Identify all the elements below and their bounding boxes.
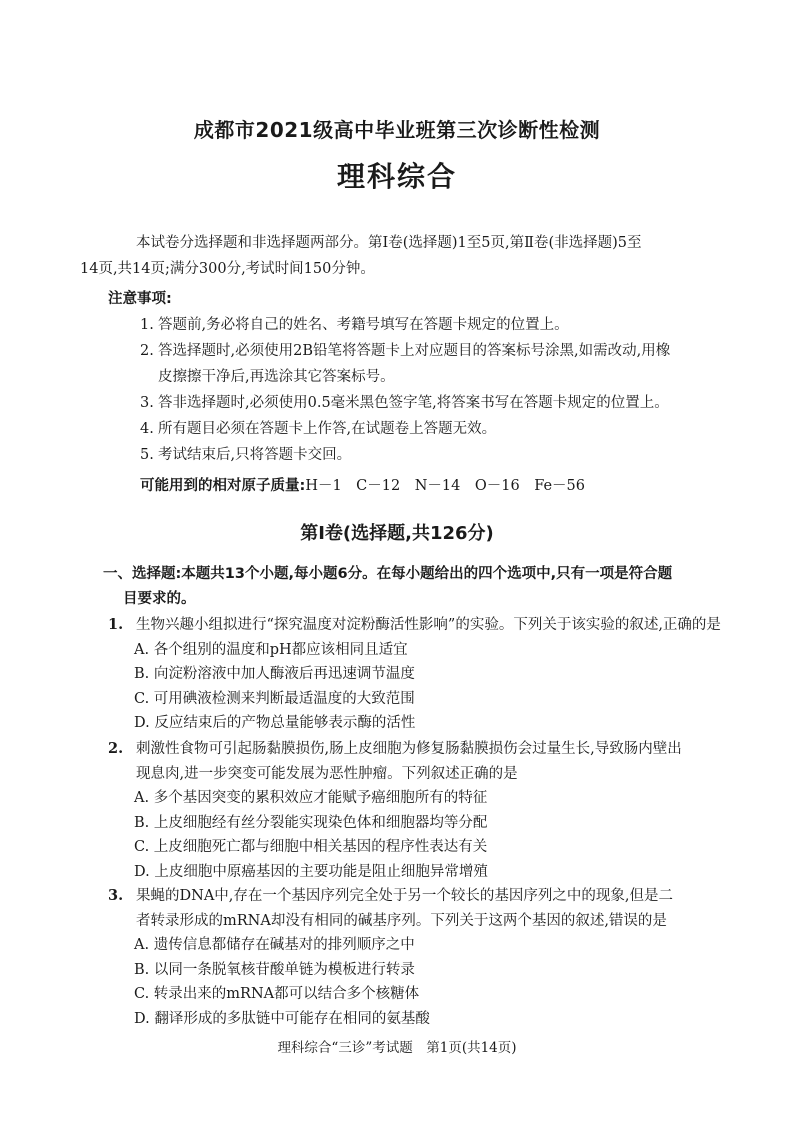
question-3 [108, 884, 768, 1031]
notice-heading: 注意事项: [108, 291, 172, 307]
section-title: 第Ⅰ卷(选择题,共126分) [300, 523, 494, 544]
notice-item-text: 答选择题时,必须使用2B铅笔将答题卡上对应题目的答案标号涂黑,如需改动,用橡 [158, 343, 671, 359]
notice-item-continuation: 皮擦擦干净后,再选涂其它答案标号。 [158, 369, 395, 385]
question-stem-continuation: 现息肉,进一步突变可能发展为恶性肿瘤。下列叙述正确的是 [136, 765, 518, 782]
notice-item-number: 4. [140, 421, 154, 437]
atomic-mass-line [140, 474, 585, 495]
atomic-mass-values: H－1 C－12 N－14 O－16 Fe－56 [305, 478, 586, 494]
option-b: B. 上皮细胞经有丝分裂能实现染色体和细胞器均等分配 [134, 814, 488, 831]
part-line-2: 目要求的。 [123, 591, 196, 607]
option-a: A. 遗传信息都储存在碱基对的排列顺序之中 [134, 937, 415, 953]
intro-line-2: 14页,共14页;满分300分,考试时间150分钟。 [80, 261, 375, 277]
option-d: D. 翻译形成的多肽链中可能存在相同的氨基酸 [134, 1010, 430, 1027]
notice-item-number: 1. [140, 317, 154, 333]
intro-paragraph [80, 230, 758, 282]
notice-item-text: 答题前,务必将自己的姓名、考籍号填写在答题卡规定的位置上。 [158, 317, 569, 333]
part-instructions [103, 562, 763, 612]
question-stem-continuation: 者转录形成的mRNA却没有相同的碱基序列。下列关于这两个基因的叙述,错误的是 [136, 912, 667, 929]
intro-line-1: 本试卷分选择题和非选择题两部分。第Ⅰ卷(选择题)1至5页,第Ⅱ卷(非选择题)5至 [136, 235, 642, 251]
notice-item-number: 2. [140, 343, 154, 359]
option-d: D. 上皮细胞中原癌基因的主要功能是阻止细胞异常增殖 [134, 863, 488, 880]
subject-title: 理科综合 [336, 160, 457, 193]
notice-item-number: 5. [140, 447, 154, 463]
part-line-1: 一、选择题:本题共13个小题,每小题6分。在每小题给出的四个选项中,只有一项是符合题 [103, 566, 673, 582]
question-number: 1. [108, 616, 124, 633]
question-stem: 生物兴趣小组拟进行“探究温度对淀粉酶活性影响”的实验。下列关于该实验的叙述,正确的是 [136, 617, 721, 633]
notice-item-text: 答非选择题时,必须使用0.5毫米黑色签字笔,将答案书写在答题卡规定的位置上。 [158, 395, 669, 411]
notice-item [140, 338, 760, 390]
option-c: C. 转录出来的mRNA都可以结合多个核糖体 [134, 986, 420, 1002]
notice-item-number: 3. [140, 395, 154, 411]
question-2 [108, 737, 768, 884]
question-stem: 刺激性食物可引起肠黏膜损伤,肠上皮细胞为修复肠黏膜损伤会过量生长,导致肠内壁出 [136, 741, 682, 757]
option-a: A. 多个基因突变的累积效应才能赋予癌细胞所有的特征 [134, 790, 488, 806]
option-c: C. 可用碘液检测来判断最适温度的大致范围 [134, 690, 415, 707]
question-stem: 果蝇的DNA中,存在一个基因序列完全处于另一个较长的基因序列之中的现象,但是二 [136, 888, 673, 904]
option-d: D. 反应结束后的产物总量能够表示酶的活性 [134, 715, 416, 731]
notice-item [140, 390, 760, 416]
notice-item [140, 416, 760, 442]
option-c: C. 上皮细胞死亡都与细胞中相关基因的程序性表达有关 [134, 839, 488, 855]
question-1 [108, 613, 768, 736]
option-b: B. 向淀粉溶液中加人酶液后再迅速调节温度 [134, 666, 415, 682]
atomic-mass-label: 可能用到的相对原子质量: [140, 478, 306, 494]
notice-item [140, 442, 760, 468]
option-a: A. 各个组别的温度和pH都应该相同且适宜 [134, 641, 408, 658]
notice-item-text: 考试结束后,只将答题卡交回。 [158, 447, 352, 463]
question-number: 3. [108, 887, 124, 904]
page-footer: 理科综合“三诊”考试题 第1页(共14页) [277, 1040, 517, 1056]
notice-item [140, 312, 760, 338]
exam-title: 成都市2021级高中毕业班第三次诊断性检测 [193, 118, 601, 142]
option-b: B. 以同一条脱氧核苷酸单链为模板进行转录 [134, 961, 415, 978]
question-number: 2. [108, 740, 124, 757]
notice-item-text: 所有题目必须在答题卡上作答,在试题卷上答题无效。 [158, 421, 497, 437]
